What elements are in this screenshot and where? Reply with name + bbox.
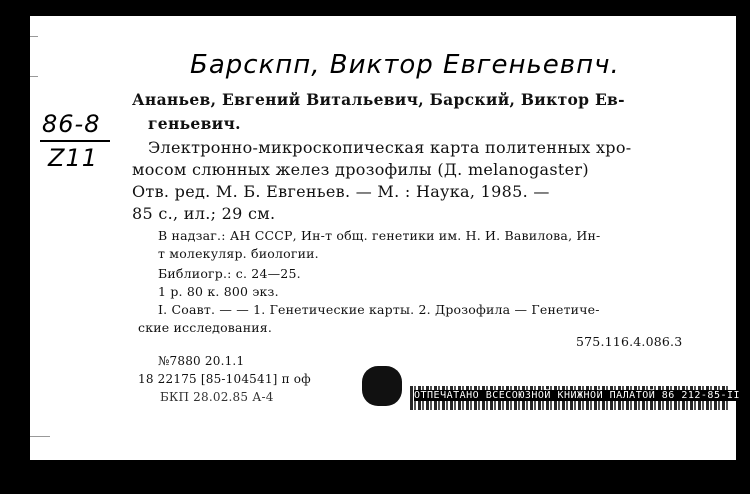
title-line-2: мосом слюнных желез дрозофилы (Д. melanogaster) [132, 160, 589, 179]
scan-mark [30, 436, 50, 437]
ink-smudge [362, 366, 402, 406]
note-subjects-line-2: ские исследования. [138, 320, 273, 335]
library-code: БКП 28.02.85 А-4 [160, 390, 274, 404]
handwritten-author: Барскпп, Виктор Евгеньевпч. [190, 50, 620, 80]
heading-line-2: геньевич. [148, 114, 241, 133]
title-line-1: Электронно-микроскопическая карта политенных хро- [148, 138, 632, 157]
print-stamp-text: ОТПЕЧАТАНО ВСЕСОЮЗНОЙ КНИЖНОЙ ПАЛАТОЙ 86 212-85-II [414, 390, 741, 401]
scan-mark [30, 36, 38, 37]
udc-code: 575.116.4.086.3 [576, 334, 683, 349]
physical-description: 85 с., ил.; 29 см. [132, 204, 276, 223]
order-code: 18 22175 [85-104541] п оф [138, 372, 311, 386]
note-bibliography: Библиогр.: с. 24—25. [158, 266, 301, 281]
scan-mark [30, 76, 38, 77]
shelf-mark-bottom: Z11 [48, 144, 98, 172]
card-number: №7880 20.1.1 [158, 354, 245, 368]
shelf-mark-divider [40, 140, 110, 142]
scan-border [0, 462, 750, 494]
imprint-line: Отв. ред. М. Б. Евгеньев. — М. : Наука, 1985. — [132, 182, 550, 201]
catalog-card [30, 16, 741, 460]
note-header-line-2: т молекуляр. биологии. [158, 246, 319, 261]
note-price: 1 р. 80 к. 800 экз. [158, 284, 279, 299]
note-subjects-line-1: I. Соавт. — — 1. Генетические карты. 2. Дрозофила — Генетиче- [158, 302, 600, 317]
note-header-line-1: В надзаг.: АН СССР, Ин-т общ. генетики им. Н. И. Вавилова, Ин- [158, 228, 601, 243]
heading-line-1: Ананьев, Евгений Витальевич, Барский, Виктор Ев- [132, 90, 625, 109]
shelf-mark-top: 86-8 [42, 110, 101, 138]
